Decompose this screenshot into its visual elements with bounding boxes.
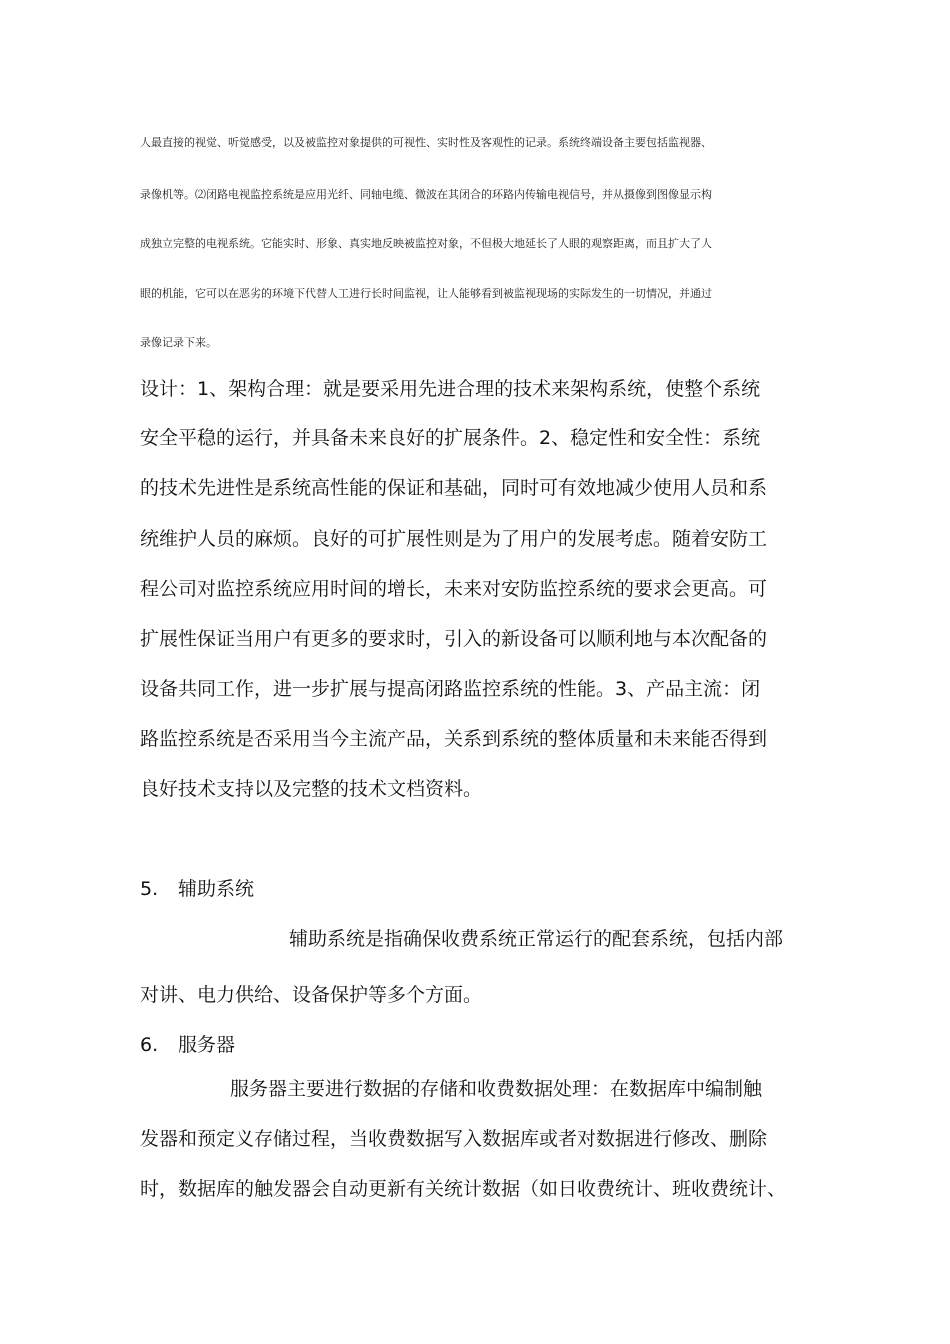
section-6-line: 时，数据库的触发器会自动更新有关统计数据（如日收费统计、班收费统计、 bbox=[140, 1178, 787, 1200]
section-number: 6. bbox=[140, 1034, 159, 1056]
section-5-heading bbox=[140, 880, 340, 902]
section-5-line: 对讲、电力供给、设备保护等多个方面。 bbox=[140, 984, 483, 1006]
section-title: 服务器 bbox=[178, 1034, 236, 1056]
section-5-line: 辅助系统是指确保收费系统正常运行的配套系统，包括内部 bbox=[289, 928, 784, 950]
intro-line: 录像记录下来。 bbox=[140, 336, 217, 349]
design-line: 安全平稳的运行，并具备未来良好的扩展条件。2、稳定性和安全性：系统 bbox=[140, 427, 761, 449]
design-line: 程公司对监控系统应用时间的增长，未来对安防监控系统的要求会更高。可 bbox=[140, 578, 768, 600]
design-line: 统维护人员的麻烦。良好的可扩展性则是为了用户的发展考虑。随着安防工 bbox=[140, 528, 768, 550]
design-line: 路监控系统是否采用当今主流产品，关系到系统的整体质量和未来能否得到 bbox=[140, 728, 768, 750]
intro-line: 成独立完整的电视系统。它能实时、形象、真实地反映被监控对象，不但极大地延长了人眼的观察距离，而且扩大了人 bbox=[140, 237, 712, 250]
section-6-heading bbox=[140, 1036, 340, 1058]
design-line: 设计：1、架构合理：就是要采用先进合理的技术来架构系统，使整个系统 bbox=[140, 378, 761, 400]
section-6-line: 发器和预定义存储过程，当收费数据写入数据库或者对数据进行修改、删除 bbox=[140, 1128, 768, 1150]
design-line: 扩展性保证当用户有更多的要求时，引入的新设备可以顺利地与本次配备的 bbox=[140, 628, 768, 650]
design-line: 设备共同工作，进一步扩展与提高闭路监控系统的性能。3、产品主流：闭 bbox=[140, 678, 761, 700]
intro-line: 录像机等。⑵闭路电视监控系统是应用光纤、同轴电缆、微波在其闭合的环路内传输电视信号，并从摄像到图像显示构 bbox=[140, 188, 712, 201]
intro-line: 人最直接的视觉、听觉感受，以及被监控对象提供的可视性、实时性及客观性的记录。系统终端设备主要包括监视器、 bbox=[140, 136, 712, 149]
section-number: 5. bbox=[140, 878, 159, 900]
intro-line: 眼的机能，它可以在恶劣的环境下代替人工进行长时间监视，让人能够看到被监视现场的实际发生的一切情况，并通过 bbox=[140, 287, 712, 300]
design-line: 的技术先进性是系统高性能的保证和基础，同时可有效地减少使用人员和系 bbox=[140, 477, 768, 499]
design-line: 良好技术支持以及完整的技术文档资料。 bbox=[140, 778, 483, 800]
section-6-line: 服务器主要进行数据的存储和收费数据处理：在数据库中编制触 bbox=[230, 1078, 763, 1100]
section-title: 辅助系统 bbox=[178, 878, 255, 900]
